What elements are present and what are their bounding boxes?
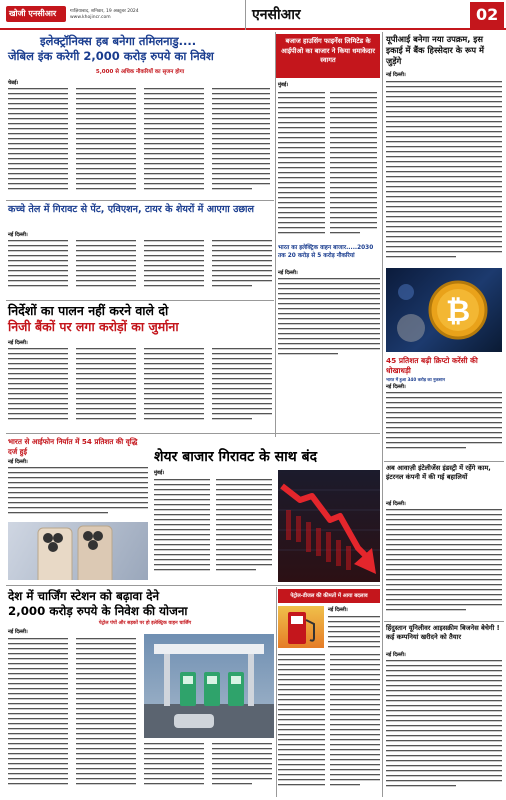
intelligent-dateline: नई दिल्ली। <box>386 501 406 507</box>
rbi-body <box>8 346 274 430</box>
page-number: 02 <box>476 5 499 24</box>
petrol-dateline: नई दिल्ली। <box>328 607 348 613</box>
charging-headline-2: 2,000 करोड़ रुपये के निवेश की योजना <box>8 604 188 618</box>
charging-dateline: नई दिल्ली। <box>8 629 28 635</box>
market-text-lines <box>154 477 274 581</box>
upi-body <box>386 79 502 264</box>
crypto-text-lines <box>386 390 502 458</box>
ev-headline: भारत का इलेक्ट्रिक वाहन बाजार.....2030 तक 20 करोड़ से 5 करोड़ नौकरियां <box>278 245 374 259</box>
ipo-body <box>278 90 378 240</box>
hindustan-headline: हिंदुस्तान यूनिलीवर आइसक्रीम बिजनेस बेचेगी ! कई कम्पनियां खरीदने को तैयार <box>386 624 500 641</box>
rbi-text-lines <box>8 346 274 430</box>
petrol-text-lines <box>278 614 380 796</box>
iphone-body <box>8 465 148 523</box>
petrol-body <box>278 614 380 796</box>
intelligent-headline: अब आवाज़ी इंटेलीजेंस इंडस्ट्री में रहेंगे काम, इंटरनल कंपनी में की गई बहालियों <box>386 464 491 481</box>
left-website: www.khojincr.com <box>70 15 111 20</box>
ev-text-lines <box>278 276 380 360</box>
ipo-dateline: मुंबई। <box>278 82 289 88</box>
intelligent-text-lines <box>386 507 502 619</box>
charging-headline-1: देश में चार्जिंग स्टेशन को बढ़ावा देने <box>8 589 160 603</box>
upi-text-lines <box>386 79 502 264</box>
svg-text:₿: ₿ <box>445 294 471 329</box>
upi-headline: यूपीआई बनेगा नया उपक्रम, इस इकाई में बैंक हिस्सेदार के रूप में जुड़ेंगे <box>386 34 484 66</box>
crypto-image <box>386 268 502 352</box>
divider <box>6 585 380 586</box>
intelligent-body <box>386 507 502 619</box>
column-rule <box>382 32 383 357</box>
hindustan-body <box>386 658 502 796</box>
crypto-body <box>386 390 502 458</box>
bitcoin-icon <box>386 268 502 352</box>
crypto-sub: भारत में हुआ 340 करोड़ का नुकसान <box>386 377 445 382</box>
ev-dateline: नई दिल्ली। <box>278 270 298 276</box>
crude-text-lines <box>8 238 274 296</box>
divider <box>6 200 274 201</box>
charging-image <box>144 634 274 738</box>
iphone-dateline: नई दिल्ली। <box>8 459 28 465</box>
iphone-headline: भारत से आईफोन निर्यात में 54 प्रतिशत की वृद्धि दर्ज हुई <box>8 437 138 456</box>
rbi-headline-2: निजी बैंकों पर लगा करोड़ों का जुर्माना <box>8 319 179 334</box>
hindustan-text-lines <box>386 658 502 796</box>
electronics-headline-2: जेबिल इंक करेगी 2,000 करोड़ रुपये का निवेश <box>8 49 214 63</box>
ev-charger-icon <box>144 634 274 738</box>
ipo-headline: बजाज हाउसिंग फाइनेंस लिमिटेड के आईपीओ का बाजार ने किया धमाकेदार स्वागत <box>281 37 375 64</box>
column-rule <box>276 587 277 797</box>
header-rule <box>245 0 246 30</box>
petrol-headline: पेट्रोल-डीजल की कीमतों में आया बदलाव <box>290 593 368 599</box>
rbi-dateline: नई दिल्ली। <box>8 340 28 346</box>
left-logo: खोजी एनसीआर <box>9 9 57 18</box>
hindustan-dateline: नई दिल्ली। <box>386 652 406 658</box>
ipo-headline-box <box>276 34 380 78</box>
charging-sub: पेट्रोल पंपों और सड़कों पर हो इलेक्ट्रिक वाहन चार्जिंग <box>98 621 192 626</box>
phone-icon <box>8 522 148 580</box>
electronics-dateline: चेन्नई। <box>8 80 19 86</box>
iphone-image <box>8 522 148 580</box>
crude-dateline: नई दिल्ली। <box>8 232 28 238</box>
section-title: एनसीआर <box>252 7 301 23</box>
divider <box>384 621 504 622</box>
electronics-sub: 5,000 से अधिक नौकरियों का सृजन होगा <box>95 69 185 75</box>
market-headline: शेयर बाजार गिरावट के साथ बंद <box>154 449 318 465</box>
left-subline: गाज़ियाबाद, शनिवार, 19 अक्टूबर 2024 <box>70 9 139 14</box>
downtrend-arrow-icon <box>278 470 380 582</box>
column-rule <box>275 32 276 437</box>
divider <box>384 461 504 462</box>
upi-dateline: नई दिल्ली। <box>386 72 406 78</box>
market-body <box>154 477 274 581</box>
market-image <box>278 470 380 582</box>
divider <box>6 300 274 301</box>
divider <box>6 433 380 434</box>
market-dateline: मुंबई। <box>154 470 165 476</box>
electronics-text-lines <box>8 86 272 198</box>
crude-headline: कच्चे तेल में गिरावट से पेंट, एविएशन, टायर के शेयरों में आएगा उछाल <box>8 204 255 215</box>
rbi-headline-1: निर्देशों का पालन नहीं करने वाले दो <box>8 303 169 318</box>
column-rule <box>382 357 383 797</box>
electronics-headline-1: इलेक्ट्रॉनिक्स हब बनेगा तमिलनाडु.... <box>40 34 197 48</box>
crude-body <box>8 238 274 296</box>
ev-body <box>278 276 380 360</box>
crypto-dateline: नई दिल्ली। <box>386 384 406 390</box>
masthead <box>0 0 506 30</box>
crypto-headline: 45 प्रतिशत बढ़ी क्रिप्टो करेंसी की धोखाधड़ी <box>386 356 478 375</box>
electronics-body <box>8 86 272 198</box>
iphone-text-lines <box>8 465 148 523</box>
ipo-text-lines <box>278 90 378 240</box>
